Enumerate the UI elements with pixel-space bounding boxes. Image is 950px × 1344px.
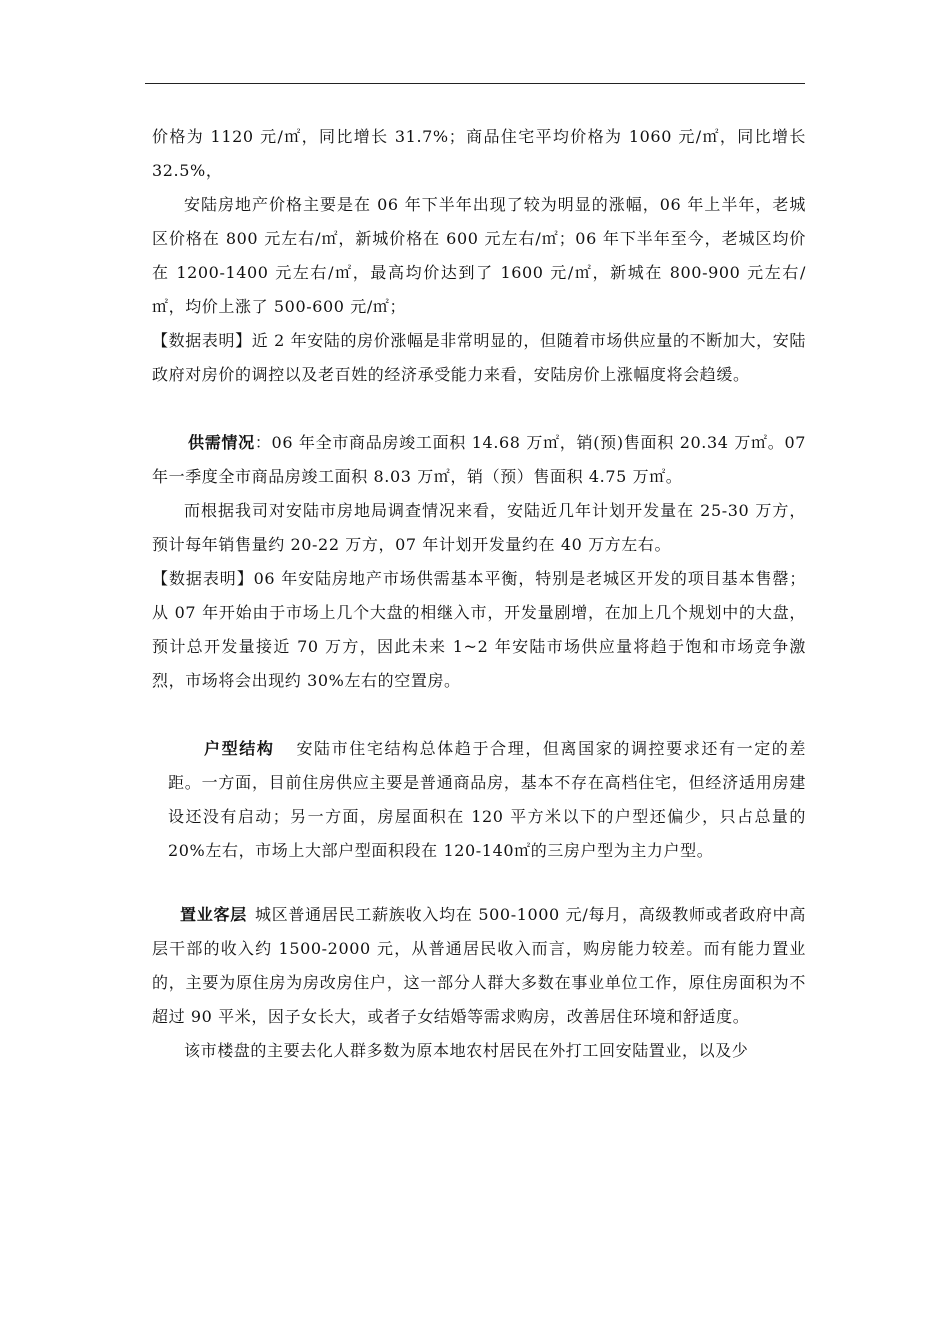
section-heading-supply-demand: 供需情况 (188, 433, 255, 452)
paragraph-unit-structure (152, 732, 806, 868)
data-label: 【数据表明】 (152, 331, 252, 350)
header-rule (145, 83, 805, 84)
paragraph-text: 近 2 年安陆的房价涨幅是非常明显的，但随着市场供应量的不断加大，安陆政府对房价的调控以及老百姓的经济承受能力来看，安陆房价上涨幅度将会趋缓。 (152, 331, 806, 384)
data-label: 【数据表明】 (152, 569, 254, 588)
section-heading-buyer-profile: 置业客层 (180, 905, 247, 924)
paragraph-development-plan: 而根据我司对安陆市房地局调查情况来看，安陆近几年计划开发量在 25-30 万方，预计每年销售量约 20-22 万方，07 年计划开发量约在 40 万方左右。 (152, 501, 806, 554)
paragraph-text: 城区普通居民工薪族收入均在 500-1000 元/每月，高级教师或者政府中高层干部的收入约 1500-2000 元，从普通居民收入而言，购房能力较差。而有能力置业的，主要为原住房为房改房住户，这一部分人群大多数在事业单位工作，原住房面积为不超过 90 平米，因子女长大，或者子女结婚等需求购房，改善居住环境和舒适度。 (152, 905, 806, 1026)
document-body (152, 120, 806, 1068)
paragraph-buyer-profile (152, 898, 806, 1034)
paragraph-buyer-groups: 该市楼盘的主要去化人群多数为原本地农村居民在外打工回安陆置业，以及少 (184, 1041, 749, 1060)
paragraph-text: 06 年安陆房地产市场供需基本平衡，特别是老城区开发的项目基本售罄；从 07 年开始由于市场上几个大盘的相继入市，开发量剧增，在加上几个规划中的大盘，预计总开发量接近 70 万方，因此未来 1~2 年安陆市场供应量将趋于饱和市场竞争激烈，市场将会出现约 30%左右的空置房。 (152, 569, 806, 690)
paragraph-supply-demand (152, 426, 806, 494)
paragraph-text: 安陆市住宅结构总体趋于合理，但离国家的调控要求还有一定的差距。一方面，目前住房供应主要是普通商品房，基本不存在高档住宅，但经济适用房建设还没有启动；另一方面，房屋面积在 120 平方米以下的户型还偏少，只占总量的 20%左右，市场上大部户型面积段在 120-140㎡的三房户型为主力户型。 (168, 739, 807, 860)
section-heading-unit-structure: 户型结构 (204, 739, 275, 758)
paragraph-text: ：06 年全市商品房竣工面积 14.68 万㎡，销(预)售面积 20.34 万㎡。07 年一季度全市商品房竣工面积 8.03 万㎡，销（预）售面积 4.75 万㎡。 (152, 433, 807, 486)
paragraph-price-growth: 价格为 1120 元/㎡，同比增长 31.7%；商品住宅平均价格为 1060 元/㎡，同比增长 32.5%， (152, 127, 806, 180)
paragraph-data-conclusion-price (152, 324, 806, 392)
paragraph-price-trend: 安陆房地产价格主要是在 06 年下半年出现了较为明显的涨幅，06 年上半年，老城区价格在 800 元左右/㎡，新城价格在 600 元左右/㎡；06 年下半年至今，老城区均价在 1200-1400 元左右/㎡，最高均价达到了 1600 元/㎡，新城在 800-900 元左右/㎡，均价上涨了 500-600 元/㎡； (152, 195, 806, 316)
paragraph-data-conclusion-supply (152, 562, 806, 698)
